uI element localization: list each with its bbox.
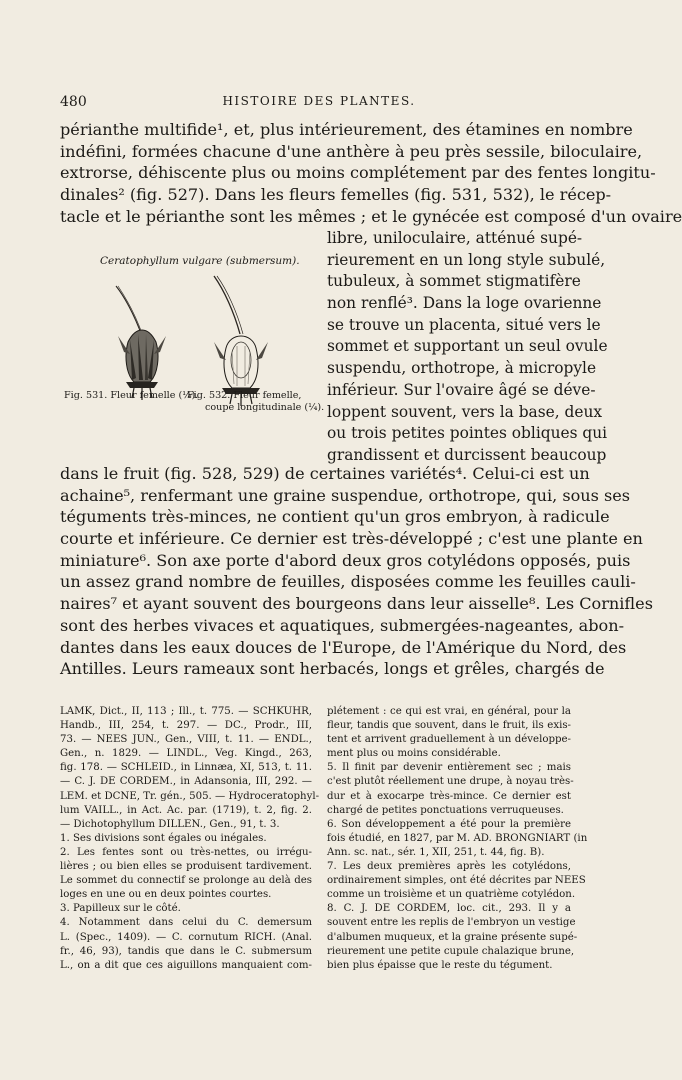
text-line: tacle et le périanthe sont les mêmes ; et le gynécée est composé d'un ovaire [60, 206, 682, 226]
figure-532-caption-line-2: coupe longitudinale (¼). [205, 402, 325, 413]
footnote-line: 8. C. J. DE CORDEM, loc. cit., 293. Il y a [327, 903, 571, 915]
text-line: dans le fruit (fig. 528, 529) de certaines variétés⁴. Celui-ci est un [60, 464, 590, 483]
text-line: achaine⁵, renfermant une graine suspendue, orthotrope, qui, sous ses [60, 485, 631, 505]
footnote-line: LAMK, Dict., II, 113 ; Ill., t. 775. — SCHKUHR, [60, 706, 312, 717]
footnote-line: lum VAILL., in Act. Ac. par. (1719), t. 2, fig. 2. [60, 804, 312, 816]
body-text-beside-figure [327, 228, 608, 467]
page-number: 480 [60, 94, 87, 110]
text-line: ou trois petites pointes obliques qui [327, 424, 608, 443]
footnote-line: c'est plutôt réellement une drupe, à noyau très- [327, 776, 574, 788]
figure-title: Ceratophyllum vulgare (submersum). [100, 255, 300, 267]
text-line: tubuleux, à sommet stigmatifère [327, 272, 581, 291]
footnote-line: ordinairement simples, ont été décrites par NEES [327, 875, 586, 887]
text-line: suspendu, orthotrope, à micropyle [327, 359, 597, 378]
female-flower-illustration [112, 282, 172, 407]
text-line: périanthe multifide¹, et, plus intérieurement, des étamines en nombre [60, 120, 633, 139]
text-line: inférieur. Sur l'ovaire âgé se déve- [327, 380, 596, 399]
footnote-line: plétement : ce qui est vrai, en général, pour la [327, 706, 571, 717]
text-line: dinales² (fig. 527). Dans les fleurs femelles (fig. 531, 532), le récep- [60, 185, 612, 205]
footnote-line: 3. Papilleux sur le côté. [60, 903, 181, 915]
text-line: un assez grand nombre de feuilles, disposées comme les feuilles cauli- [60, 572, 636, 592]
text-line: se trouve un placenta, situé vers le [327, 315, 601, 334]
footnote-line: fr., 46, 93), tandis que dans le C. submersum [60, 945, 312, 957]
text-line: miniature⁶. Son axe porte d'abord deux gros cotylédons opposés, puis [60, 550, 631, 570]
text-line: indéfini, formées chacune d'une anthère à peu près sessile, biloculaire, [60, 141, 643, 161]
footnote-line: souvent entre les replis de l'embryon un vestige [327, 917, 576, 929]
footnotes-right-column [327, 705, 588, 973]
running-header [60, 94, 578, 112]
footnote-line: dur et à exocarpe très-mince. Ce dernier est [327, 790, 571, 802]
text-line: grandissent et durcissent beaucoup [327, 445, 607, 464]
footnotes-left-column [60, 705, 320, 973]
footnote-line: — C. J. DE CORDEM., in Adansonia, III, 292. — [60, 776, 312, 788]
body-text-bottom [60, 463, 653, 680]
footnote-line: tent et arrivent graduellement à un développe- [327, 734, 571, 746]
footnote-line: 4. Notamment dans celui du C. demersum [60, 917, 312, 929]
footnote-line: fleur, tandis que souvent, dans le fruit, ils exis- [327, 720, 571, 732]
figure-532-caption-line-1: Fig. 532. Fleur femelle, [187, 390, 302, 401]
footnote-line: 1. Ses divisions sont égales ou inégales. [60, 832, 267, 844]
text-line: rieurement en un long style subulé, [327, 250, 606, 269]
text-line: Antilles. Leurs rameaux sont herbacés, longs et grêles, chargés de [60, 659, 605, 679]
footnote-line: 2. Les fentes sont ou très-nettes, ou irrégu- [60, 846, 312, 858]
footnote-line: fig. 178. — SCHLEID., in Linnæa, XI, 513, t. 11. [60, 762, 312, 774]
footnote-line: 5. Il finit par devenir entièrement sec ; mais [327, 762, 571, 774]
footnote-line: — Dichotophyllum DILLEN., Gen., 91, t. 3. [60, 818, 280, 830]
footnote-line: ment plus ou moins considérable. [327, 748, 501, 760]
footnote-line: 6. Son développement a été pour la première [327, 818, 571, 830]
footnote-line: bien plus épaisse que le reste du tégument. [327, 959, 553, 971]
text-line: naires⁷ et ayant souvent des bourgeons dans leur aisselle⁸. Les Cornifles [60, 594, 653, 614]
footnote-line: L. (Spec., 1409). — C. cornutum RICH. (Anal. [60, 931, 312, 943]
footnote-line: Ann. sc. nat., sér. 1, XII, 251, t. 44, fig. B). [327, 846, 545, 858]
text-line: sommet et supportant un seul ovule [327, 337, 608, 356]
flower-longitudinal-section-illustration [206, 272, 276, 407]
text-line: dantes dans les eaux douces de l'Europe, de l'Amérique du Nord, des [60, 637, 627, 657]
footnote-line: Gen., n. 1829. — LINDL., Veg. Kingd., 263, [60, 748, 312, 760]
body-text-top [60, 119, 682, 227]
footnote-line: d'albumen muqueux, et la graine présente supé- [327, 931, 578, 943]
text-line: téguments très-minces, ne contient qu'un gros embryon, à radicule [60, 507, 610, 527]
footnote-line: 7. Les deux premières après les cotylédons, [327, 861, 571, 873]
footnote-line: lières ; ou bien elles se produisent tardivement. [60, 861, 312, 873]
figure-531-caption: Fig. 531. Fleur femelle (¼). [64, 390, 199, 401]
footnote-line: LEM. et DCNE, Tr. gén., 505. — Hydroceratophyl- [60, 790, 320, 802]
footnote-line: Le sommet du connectif se prolonge au delà des [60, 875, 312, 887]
text-line: libre, uniloculaire, atténué supé- [327, 229, 583, 247]
footnote-line: chargé de petites ponctuations verruqueuses. [327, 804, 564, 816]
text-line: courte et inférieure. Ce dernier est très-développé ; c'est une plante en [60, 529, 643, 549]
footnote-line: rieurement une petite cupule chalazique brune, [327, 945, 575, 957]
running-title: HISTOIRE DES PLANTES. [222, 94, 416, 108]
footnote-line: loges en une ou en deux pointes courtes. [60, 889, 272, 901]
footnote-line: comme un troisième et un quatrième cotylédon. [327, 889, 576, 901]
footnote-line: Handb., III, 254, t. 297. — DC., Prodr., III, [60, 720, 312, 732]
text-line: extrorse, déhiscente plus ou moins complétement par des fentes longitu- [60, 163, 656, 183]
text-line: loppent souvent, vers la base, deux [327, 402, 603, 421]
footnote-line: L., on a dit que ces aiguillons manquaient com- [60, 959, 312, 971]
text-line: non renflé³. Dans la loge ovarienne [327, 294, 602, 313]
footnote-line: fois étudié, en 1827, par M. AD. BRONGNIART (in [327, 832, 588, 844]
footnote-line: 73. — NEES JUN., Gen., VIII, t. 11. — ENDL., [60, 734, 312, 746]
text-line: sont des herbes vivaces et aquatiques, submergées-nageantes, abon- [60, 615, 625, 635]
